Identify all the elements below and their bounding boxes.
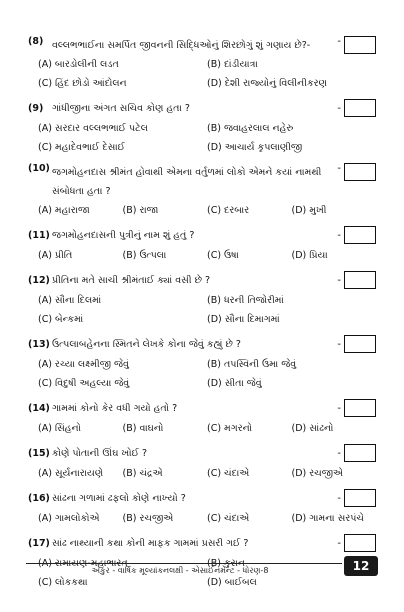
option-label: (C) xyxy=(38,78,53,89)
option-label: (A) xyxy=(38,123,52,134)
option-item xyxy=(38,310,207,329)
answer-dash: - xyxy=(337,447,341,459)
option-text: રચજીએ xyxy=(139,513,174,524)
option-text: સાંઢનો xyxy=(309,423,334,434)
question-stem xyxy=(28,333,376,355)
options-group xyxy=(38,355,376,393)
answer-dash: - xyxy=(337,274,341,286)
option-item xyxy=(292,246,377,265)
option-label: (B) xyxy=(207,295,221,306)
answer-dash: - xyxy=(337,229,341,241)
option-label: (A) xyxy=(38,513,52,524)
question-stem xyxy=(28,487,376,509)
option-text: સૂર્યનારાયણે xyxy=(54,468,104,479)
option-item xyxy=(207,138,376,157)
option-item xyxy=(207,201,292,220)
question-stem xyxy=(28,97,376,119)
option-text: ચંદાએ xyxy=(224,468,250,479)
question-item xyxy=(28,532,376,592)
option-item xyxy=(38,464,123,483)
option-label: (B) xyxy=(122,250,137,261)
option-text: વિદુષી અહલ્યા જેવું xyxy=(55,378,130,389)
question-number: (11) xyxy=(28,229,50,241)
options-group xyxy=(38,419,376,438)
option-text: લોકકથા xyxy=(55,577,88,588)
question-number: (10) xyxy=(28,163,50,174)
option-label: (D) xyxy=(207,78,222,89)
options-group xyxy=(38,246,376,265)
question-text: વલ્લભભાઈના સમર્પિત જીવનની સિદ્ધિઓનું શિરછોગું શું ગણાય છે?- xyxy=(52,40,311,51)
option-text: મહારાજા xyxy=(54,205,90,216)
option-text: બાઈબલ xyxy=(224,577,257,588)
question-stem xyxy=(28,532,376,554)
option-label: (C) xyxy=(207,205,222,216)
answer-box[interactable] xyxy=(344,335,376,353)
option-text: સૌના દિમાગમાં xyxy=(224,314,280,325)
question-item xyxy=(28,397,376,438)
option-label: (A) xyxy=(38,205,52,216)
answer-dash: - xyxy=(337,492,341,504)
question-text: ગાંધીજીના અંગત સચિવ કોણ હતા ? xyxy=(52,102,190,114)
option-label: (A) xyxy=(38,468,52,479)
option-label: (A) xyxy=(38,558,52,569)
question-stem xyxy=(28,34,376,55)
option-label: (D) xyxy=(207,378,222,389)
question-number: (8) xyxy=(28,36,44,47)
options-group xyxy=(38,291,376,329)
question-item xyxy=(28,161,376,220)
option-label: (D) xyxy=(291,468,307,479)
option-item xyxy=(38,509,123,528)
option-text: ઉષા xyxy=(224,250,239,261)
question-text: સાંઢ નાથ્યાની કથા કોની માફક ગામમાં પ્રસરી ગઈ ? xyxy=(52,537,249,549)
option-text: દાંડીયાત્રા xyxy=(223,59,258,70)
question-item xyxy=(28,269,376,329)
option-label: (B) xyxy=(122,205,137,216)
option-label: (C) xyxy=(38,577,53,588)
question-stem xyxy=(28,397,376,419)
page-number: 12 xyxy=(344,556,378,576)
question-text: ગામમાં કોનો કેર વધી ગયો હતો ? xyxy=(52,402,178,414)
option-label: (D) xyxy=(207,314,222,325)
answer-box[interactable] xyxy=(344,99,376,117)
question-text: ઉત્પલાબહેનના સ્મિતને લેખકે કોના જેવું કહ્યું છે ? xyxy=(52,338,241,350)
option-item xyxy=(38,74,207,93)
option-label: (B) xyxy=(122,468,137,479)
option-text: રચજીએ xyxy=(309,468,344,479)
option-label: (B) xyxy=(207,558,221,569)
option-label: (C) xyxy=(207,468,222,479)
option-item xyxy=(38,201,123,220)
option-text: સીતા જેવું xyxy=(224,378,262,389)
option-text: કુરાન xyxy=(223,558,245,569)
option-item xyxy=(123,509,208,528)
option-text: ઉત્પલા xyxy=(139,250,167,261)
option-label: (B) xyxy=(207,123,221,134)
option-text: રાજા xyxy=(139,205,159,216)
question-text: જગમોહનદાસ શ્રીમંત હોવાથી એમના વર્તુળમાં લોકો એમને કયાં નામથી સંબોધતા હતા ? xyxy=(52,167,322,197)
option-label: (B) xyxy=(122,423,137,434)
option-item xyxy=(207,464,292,483)
option-label: (A) xyxy=(38,423,52,434)
option-text: ધરની તિજોરીમાં xyxy=(223,295,284,306)
option-item xyxy=(207,374,376,393)
question-number: (14) xyxy=(28,402,50,414)
option-text: ચંદાએ xyxy=(224,513,250,524)
question-text: કોણે પોતાની ઊંઘ ખોઈ ? xyxy=(52,447,147,459)
option-text: આચાર્ય કૃપલાણીજી xyxy=(224,142,303,153)
option-label: (C) xyxy=(38,314,53,325)
option-text: રામાયણ-મહાભારત xyxy=(54,558,128,569)
option-item xyxy=(207,509,292,528)
answer-dash: - xyxy=(337,163,341,174)
option-text: જવાહરલાલ નહેરુ xyxy=(223,123,294,134)
option-label: (C) xyxy=(38,378,53,389)
option-item xyxy=(207,291,376,310)
option-item xyxy=(123,419,208,438)
question-text: જગમોહનદાસની પુત્રીનું નામ શું હતું ? xyxy=(52,229,195,241)
answer-box[interactable] xyxy=(344,489,376,507)
option-text: દરબાર xyxy=(224,205,250,216)
question-stem xyxy=(28,442,376,464)
option-label: (A) xyxy=(38,295,52,306)
option-text: રચ્યા લક્ષ્મીજી જેવું xyxy=(54,359,129,370)
answer-box[interactable] xyxy=(344,36,376,54)
question-number: (17) xyxy=(28,537,50,549)
options-group xyxy=(38,509,376,528)
option-label: (C) xyxy=(38,142,53,153)
option-item xyxy=(207,355,376,374)
answer-dash: - xyxy=(337,36,341,47)
question-item xyxy=(28,442,376,483)
option-text: પ્રિયા xyxy=(309,250,328,261)
option-text: ગામલોકોએ xyxy=(54,513,100,524)
option-text: તપસ્વિની ઉમા જેવું xyxy=(223,359,297,370)
option-label: (B) xyxy=(207,359,221,370)
option-label: (D) xyxy=(291,423,307,434)
option-text: સિંહનો xyxy=(54,423,81,434)
option-item xyxy=(38,55,207,74)
answer-dash: - xyxy=(337,402,341,414)
option-item xyxy=(292,509,377,528)
option-item xyxy=(123,201,208,220)
question-number: (13) xyxy=(28,338,50,350)
question-number: (16) xyxy=(28,492,50,504)
options-group xyxy=(38,119,376,157)
question-item xyxy=(28,333,376,393)
option-text: ચંદ્રએ xyxy=(139,468,163,479)
question-number: (9) xyxy=(28,102,44,114)
question-number: (12) xyxy=(28,274,50,286)
question-stem xyxy=(28,224,376,246)
option-item xyxy=(207,310,376,329)
option-label: (D) xyxy=(291,513,307,524)
footer-divider xyxy=(26,563,342,564)
question-number: (15) xyxy=(28,447,50,459)
option-item xyxy=(292,419,377,438)
options-group xyxy=(38,201,376,220)
question-item xyxy=(28,34,376,93)
option-item xyxy=(38,419,123,438)
option-text: સરદાર વલ્લભભાઈ પટેલ xyxy=(54,123,148,134)
answer-box[interactable] xyxy=(344,534,376,552)
options-group xyxy=(38,55,376,93)
footer-text: અંકુર - વાર્ષિક મૂલ્યાંકનલક્ષી - એસાઈનમેન્ટ - ધોરણ-8 xyxy=(91,566,269,575)
option-item xyxy=(38,291,207,310)
question-stem xyxy=(28,161,376,201)
option-text: મુખી xyxy=(309,205,327,216)
option-item xyxy=(292,464,377,483)
question-item xyxy=(28,224,376,265)
option-text: દેશી રાજ્યોનું વિલીનીકરણ xyxy=(224,78,327,89)
answer-dash: - xyxy=(337,537,341,549)
answer-dash: - xyxy=(337,338,341,350)
option-label: (A) xyxy=(38,359,52,370)
options-group xyxy=(38,464,376,483)
option-item xyxy=(207,419,292,438)
option-label: (C) xyxy=(207,250,222,261)
answer-dash: - xyxy=(337,102,341,114)
option-item xyxy=(207,55,376,74)
option-text: બારડોલીની લડત xyxy=(54,59,119,70)
question-text: સાંઢના ગળામાં ઢફલો કોણે નાખ્યો ? xyxy=(52,492,186,504)
answer-box[interactable] xyxy=(344,444,376,462)
option-item xyxy=(292,201,377,220)
question-stem xyxy=(28,269,376,291)
option-label: (A) xyxy=(38,250,52,261)
option-text: મહાદેવભાઈ દેસાઈ xyxy=(55,142,126,153)
answer-box[interactable] xyxy=(344,399,376,417)
option-item xyxy=(38,119,207,138)
option-label: (C) xyxy=(207,513,222,524)
option-item xyxy=(207,246,292,265)
option-text: પ્રીતિ xyxy=(54,250,73,261)
option-text: બેન્કમાં xyxy=(55,314,84,325)
option-item xyxy=(38,246,123,265)
option-label: (C) xyxy=(207,423,222,434)
option-text: વાઘનો xyxy=(139,423,164,434)
option-label: (B) xyxy=(122,513,137,524)
option-item xyxy=(38,374,207,393)
answer-box[interactable] xyxy=(344,271,376,289)
option-item xyxy=(123,464,208,483)
question-item xyxy=(28,487,376,528)
question-text: પ્રીતિના મતે સાચી શ્રીમંતાઈ ક્યાં વસી છે ? xyxy=(52,274,211,286)
option-label: (D) xyxy=(207,142,222,153)
option-item xyxy=(38,138,207,157)
option-label: (D) xyxy=(291,205,307,216)
question-list xyxy=(28,34,376,596)
option-label: (B) xyxy=(207,59,221,70)
option-item xyxy=(207,119,376,138)
option-label: (D) xyxy=(291,250,307,261)
answer-box[interactable] xyxy=(344,226,376,244)
option-text: સૌના દિલમાં xyxy=(54,295,102,306)
option-label: (A) xyxy=(38,59,52,70)
option-text: મગરનો xyxy=(224,423,253,434)
option-text: ગામના સરપંચે xyxy=(309,513,365,524)
option-item xyxy=(207,74,376,93)
question-item xyxy=(28,97,376,157)
option-item xyxy=(38,355,207,374)
option-item xyxy=(123,246,208,265)
option-text: હિંદ છોડો આંદોલન xyxy=(55,78,127,89)
option-label: (D) xyxy=(207,577,222,588)
answer-box[interactable] xyxy=(344,163,376,181)
